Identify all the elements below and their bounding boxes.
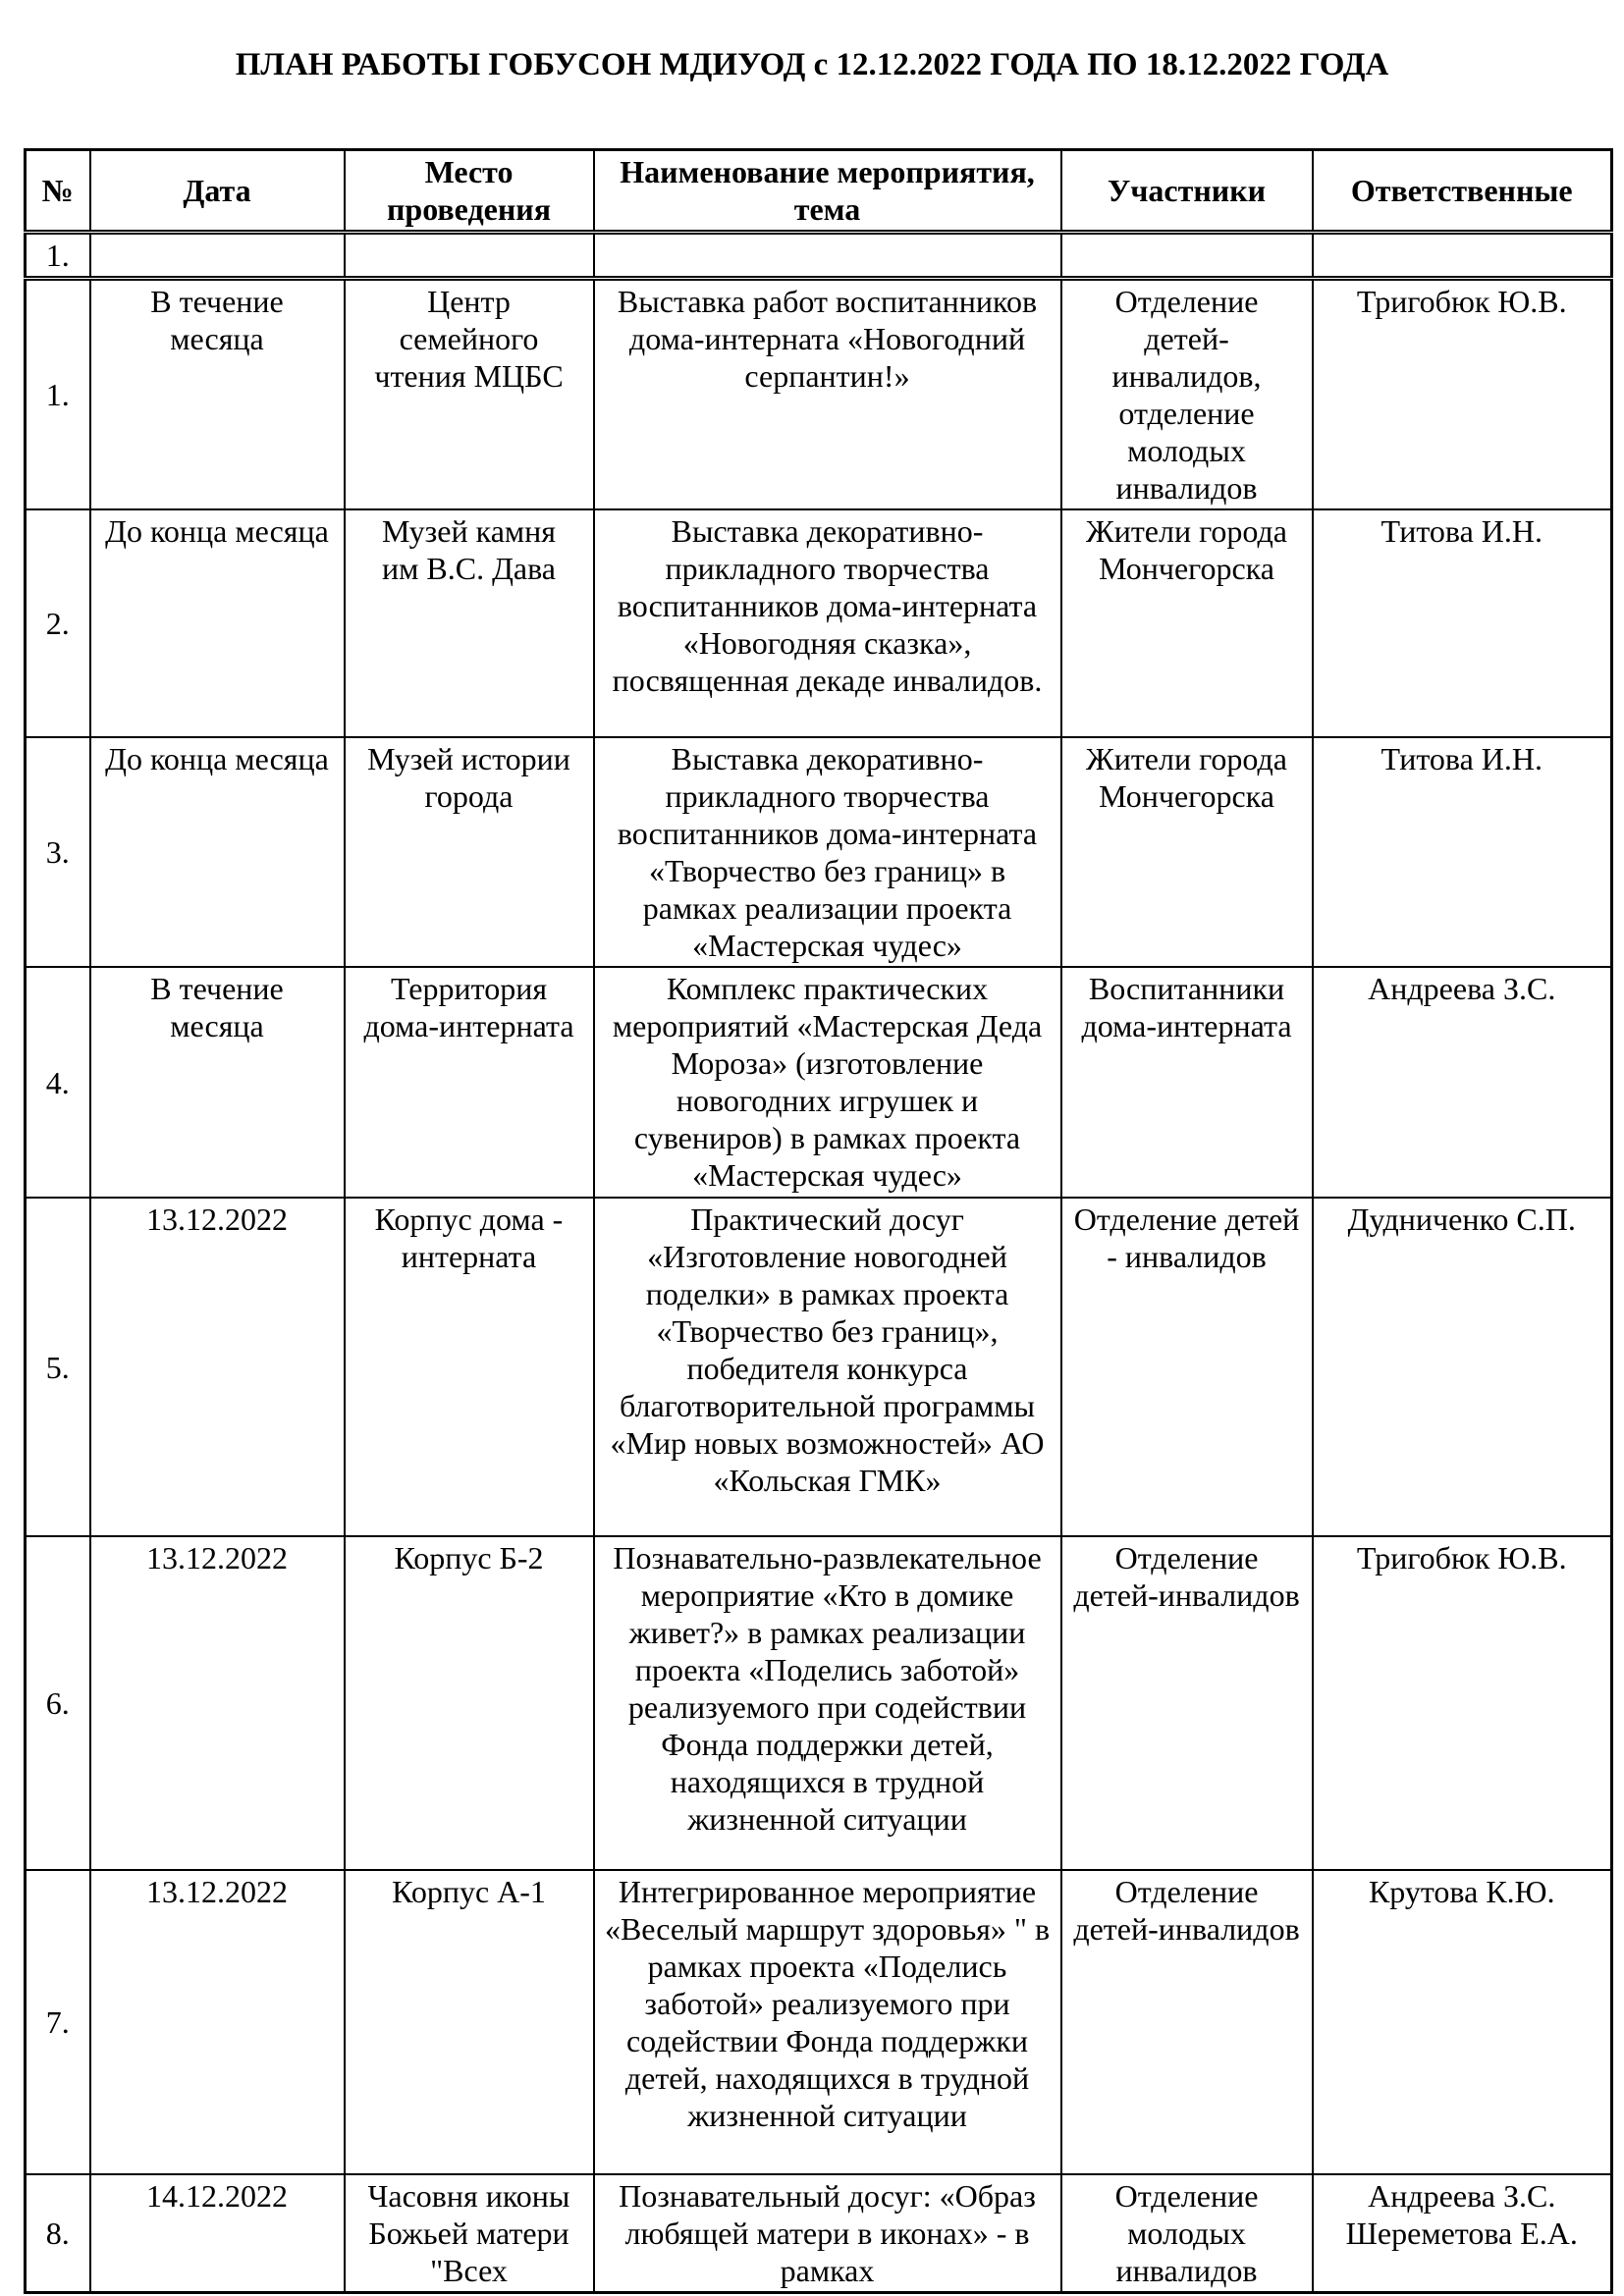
cell-num: 4. [26,967,90,1198]
cell-participants: Отделение детей - инвалидов [1061,1198,1313,1536]
cell-place: Музей камня им В.С. Дава [345,509,594,737]
table-row [26,233,1612,279]
cell-num: 1. [26,233,90,279]
cell-num: 6. [26,1536,90,1870]
cell-place: Центр семейного чтения МЦБС [345,279,594,510]
cell-place: Корпус Б-2 [345,1536,594,1870]
header-cell-date: Дата [90,150,345,233]
cell-num: 3. [26,737,90,967]
cell-date: 13.12.2022 [90,1870,345,2174]
table-row [26,1870,1612,2174]
table-row [26,1536,1612,1870]
cell-participants: Жители города Мончегорска [1061,509,1313,737]
cell-responsible: Тригобюк Ю.В. [1313,279,1612,510]
cell-date [90,233,345,279]
cell-place: Корпус А-1 [345,1870,594,2174]
cell-responsible [1313,233,1612,279]
table-row [26,967,1612,1198]
cell-date: До конца месяца [90,509,345,737]
table-row [26,279,1612,510]
cell-place: Территория дома-интерната [345,967,594,1198]
cell-participants [1061,233,1313,279]
cell-responsible: Титова И.Н. [1313,737,1612,967]
cell-num: 7. [26,1870,90,2174]
table-row [26,509,1612,737]
cell-participants: Жители города Мончегорска [1061,737,1313,967]
cell-responsible: Андреева З.С. [1313,967,1612,1198]
cell-responsible: Титова И.Н. [1313,509,1612,737]
cell-event: Выставка декоративно-прикладного творчества воспитанников дома-интерната «Творчество без границ» в рамках реализации проекта «Мастерская чудес» [594,737,1061,967]
cell-responsible: Дудниченко С.П. [1313,1198,1612,1536]
cell-event: Познавательно-развлекательное мероприятие «Кто в домике живет?» в рамках реализации проекта «Поделись заботой» реализуемого при содействии Фонда поддержки детей, находящихся в трудной жизненной ситуации [594,1536,1061,1870]
table-body [26,233,1612,2293]
cell-place: Часовня иконы Божьей матери "Всех [345,2174,594,2293]
cell-event: Познавательный досуг: «Образ любящей матери в иконах» - в рамках [594,2174,1061,2293]
cell-num: 2. [26,509,90,737]
cell-event: Выставка работ воспитанников дома-интерната «Новогодний серпантин!» [594,279,1061,510]
header-cell-event: Наименование мероприятия, тема [594,150,1061,233]
cell-event: Интегрированное мероприятие «Веселый маршрут здоровья» " в рамках проекта «Поделись заботой» реализуемого при содействии Фонда поддержки детей, находящихся в трудной жизненной ситуации [594,1870,1061,2174]
cell-date: В течение месяца [90,967,345,1198]
cell-num: 5. [26,1198,90,1536]
cell-responsible: Тригобюк Ю.В. [1313,1536,1612,1870]
header-cell-responsible: Ответственные [1313,150,1612,233]
cell-place: Корпус дома - интерната [345,1198,594,1536]
header-cell-place: Место проведения [345,150,594,233]
cell-event [594,233,1061,279]
cell-date: 14.12.2022 [90,2174,345,2293]
page-title: ПЛАН РАБОТЫ ГОБУСОН МДИУОД с 12.12.2022 ГОДА ПО 18.12.2022 ГОДА [235,47,1389,82]
header-row [26,150,1612,233]
table-row [26,2174,1612,2293]
plan-table [24,148,1613,2294]
header-cell-num: № [26,150,90,233]
cell-event: Выставка декоративно-прикладного творчества воспитанников дома-интерната «Новогодняя сказка», посвященная декаде инвалидов. [594,509,1061,737]
header-cell-participants: Участники [1061,150,1313,233]
cell-num: 1. [26,279,90,510]
cell-place: Музей истории города [345,737,594,967]
cell-num: 8. [26,2174,90,2293]
cell-participants: Отделение детей-инвалидов [1061,1870,1313,2174]
cell-participants: Воспитанники дома-интерната [1061,967,1313,1198]
cell-date: 13.12.2022 [90,1536,345,1870]
cell-date: До конца месяца [90,737,345,967]
table-row [26,737,1612,967]
cell-date: В течение месяца [90,279,345,510]
cell-responsible: Андреева З.С. Шереметова Е.А. [1313,2174,1612,2293]
cell-participants: Отделение молодых инвалидов [1061,2174,1313,2293]
cell-event: Практический досуг «Изготовление новогодней поделки» в рамках проекта «Творчество без границ», победителя конкурса благотворительной программы «Мир новых возможностей» АО «Кольская ГМК» [594,1198,1061,1536]
cell-responsible: Крутова К.Ю. [1313,1870,1612,2174]
table-header [26,150,1612,233]
cell-place [345,233,594,279]
cell-participants: Отделение детей-инвалидов [1061,1536,1313,1870]
cell-date: 13.12.2022 [90,1198,345,1536]
table-row [26,1198,1612,1536]
cell-event: Комплекс практических мероприятий «Мастерская Деда Мороза» (изготовление новогодних игрушек и сувениров) в рамках проекта «Мастерская чудес» [594,967,1061,1198]
cell-participants: Отделение детей-инвалидов, отделение молодых инвалидов [1061,279,1313,510]
